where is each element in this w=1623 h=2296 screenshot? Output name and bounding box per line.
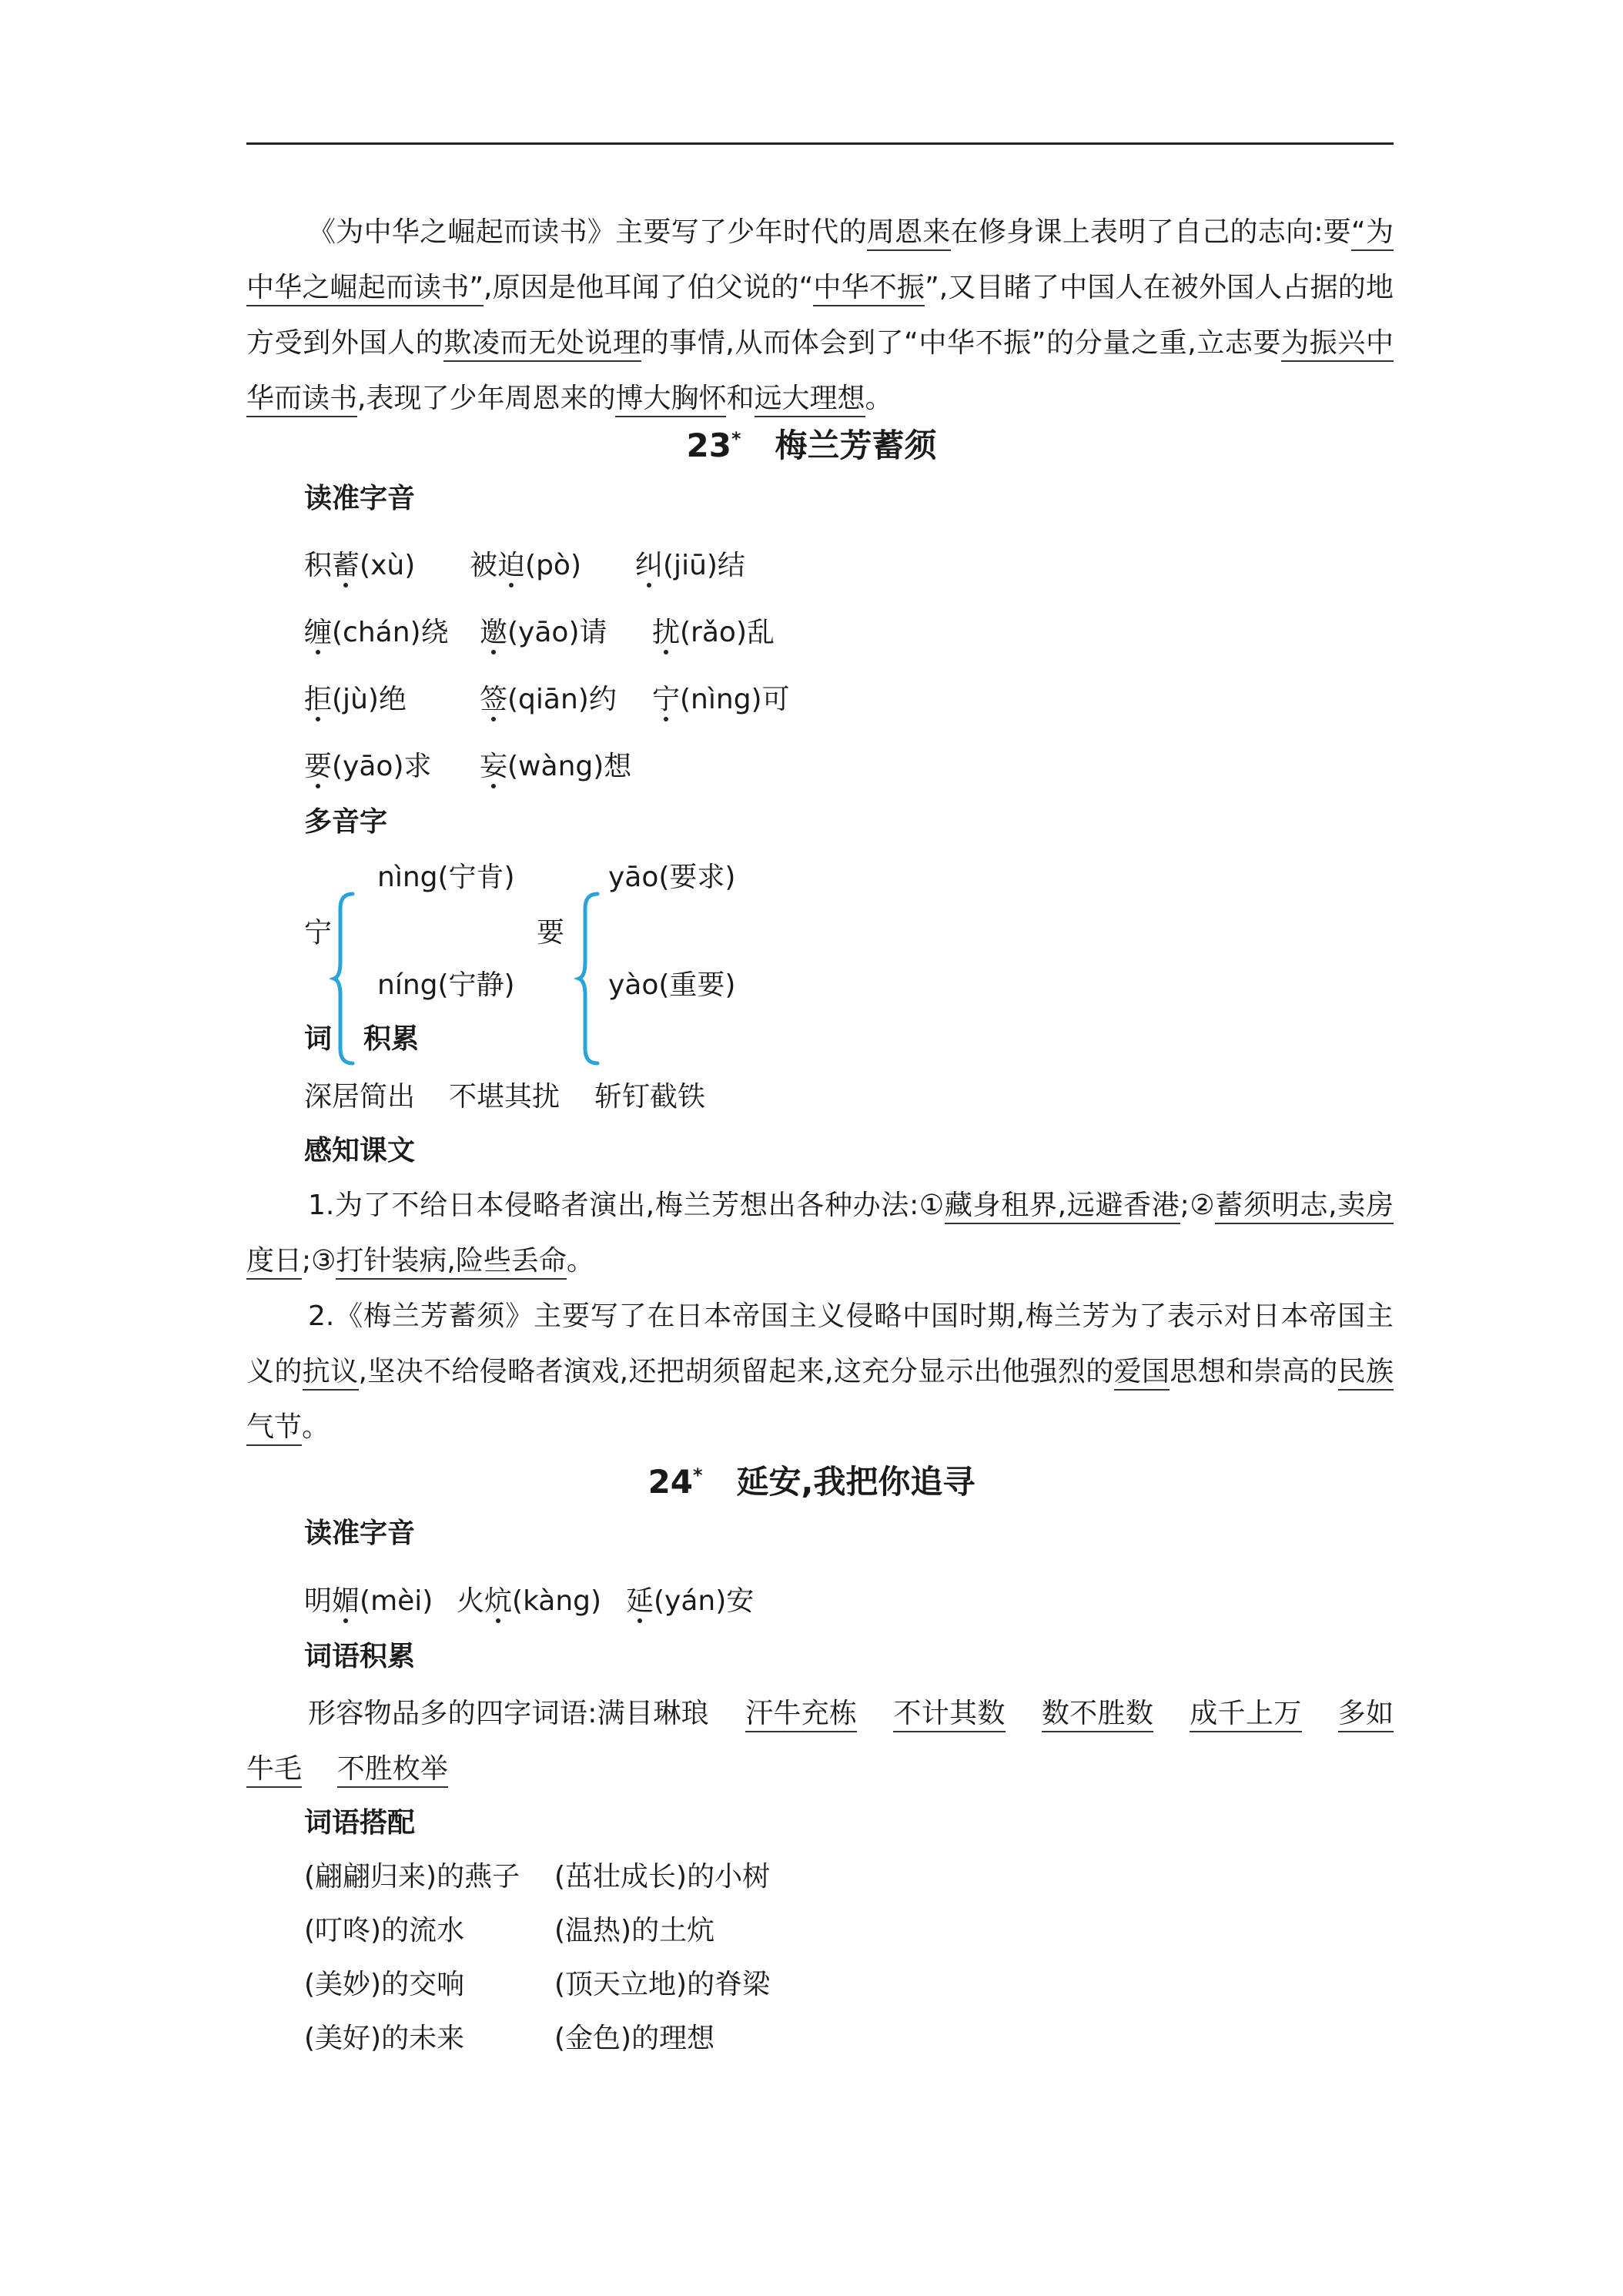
star-mark: *: [693, 1464, 703, 1486]
polyphonic-reading: níng(宁静): [377, 969, 515, 1001]
underlined-answer: 藏身租界,远避香港: [945, 1190, 1180, 1224]
underlined-answer: 成千上万: [1190, 1698, 1301, 1732]
lesson-24-title: [0, 1457, 1623, 1503]
collocation-item: (温热)的土炕: [554, 1915, 715, 1946]
pronunciation-item: 延(yán)安: [626, 1585, 755, 1617]
underlined-answer: 民族气节: [246, 1356, 1394, 1446]
section-heading-vocab: 词语积累: [304, 1641, 416, 1672]
section-heading-vocab-part: 词: [304, 1023, 333, 1055]
section-heading-vocab-part: 积累: [363, 1023, 420, 1055]
lesson-title-text: 延安,我把你追寻: [736, 1463, 975, 1501]
collocation-item: (叮咚)的流水: [304, 1915, 465, 1946]
underlined-answer: 抗议: [303, 1356, 359, 1391]
polyphonic-reading: nìng(宁肯): [377, 862, 515, 893]
text-span: 和: [726, 383, 755, 414]
pronunciation-item: 纠(jiū)结: [635, 550, 745, 581]
collocation-item: (美好)的未来: [304, 2023, 465, 2054]
collocation-item: (金色)的理想: [554, 2023, 715, 2054]
vocab-word: 不堪其扰: [449, 1081, 561, 1113]
section-heading-perception: 感知课文: [304, 1135, 416, 1166]
page-top-rule: [246, 142, 1394, 145]
pronunciation-item: 拒(jù)绝: [304, 684, 407, 715]
lesson-23-title: [0, 420, 1623, 467]
text-span: 《为中华之崛起而读书》主要写了少年时代的: [308, 216, 867, 248]
lesson-title-text: 梅兰芳蓄须: [775, 427, 937, 464]
underlined-answer: 多如牛毛: [246, 1698, 1394, 1788]
text-span: 。: [865, 383, 893, 414]
left-brace-icon: [333, 892, 356, 1066]
underlined-answer: 中华不振: [813, 272, 925, 306]
left-brace-icon: [577, 892, 601, 1066]
underlined-answer: 博大胸怀: [615, 383, 726, 417]
pronunciation-item: 积蓄(xù): [304, 550, 416, 581]
section-heading-polyphonic: 多音字: [304, 806, 388, 838]
vocab-paragraph: 形容物品多的四字词语:满目琳琅 汗牛充栋 不计其数 数不胜数 成千上万 多如牛毛 不胜枚举: [246, 1686, 1394, 1797]
perception-paragraph-2: 2.《梅兰芳蓄须》主要写了在日本帝国主义侵略中国时期,梅兰芳为了表示对日本帝国主义的抗议,坚决不给侵略者演戏,还把胡须留起来,这充分显示出他强烈的爱国思想和崇高的民族气节。: [246, 1289, 1394, 1455]
vocab-word: 深居简出: [304, 1081, 416, 1113]
perception-paragraph-1: 1.为了不给日本侵略者演出,梅兰芳想出各种办法:①藏身租界,远避香港;②蓄须明志,卖房度日;③打针装病,险些丢命。: [246, 1178, 1394, 1289]
pronunciation-item: 妄(wàng)想: [480, 751, 632, 782]
lesson-number: 24: [648, 1463, 694, 1501]
polyphonic-char: 宁: [304, 917, 333, 949]
text-span: 的事情,从而体会到了“中华不振”的分量之重,立志要: [641, 327, 1282, 359]
pronunciation-item: 签(qiān)约: [480, 684, 617, 715]
underlined-answer: 不胜枚举: [337, 1753, 448, 1788]
polyphonic-char: 要: [537, 917, 565, 949]
star-mark: *: [731, 428, 741, 450]
pronunciation-item: 火炕(kàng): [457, 1585, 602, 1617]
pronunciation-item: 宁(nìng)可: [652, 684, 790, 715]
text-span: 在修身课上表明了自己的志向:要: [950, 216, 1352, 248]
text-span: ”,又目睹了中国人在被外国人占据的地方受到外国人的: [246, 272, 1394, 359]
section-heading-collocation: 词语搭配: [304, 1807, 416, 1839]
vocab-word: 斩钉截铁: [594, 1081, 706, 1113]
underlined-answer: 蓄须明志,卖房度日: [246, 1190, 1394, 1280]
text-span: ,表现了少年周恩来的: [357, 383, 616, 414]
underlined-answer: 欺凌而无处说理: [443, 327, 641, 362]
underlined-answer: 远大理想: [755, 383, 865, 417]
intro-paragraph: [246, 205, 1394, 427]
pronunciation-item: 被迫(pò): [470, 550, 581, 581]
underlined-answer: 周恩来: [867, 216, 951, 251]
underlined-answer: 为振兴中华而读书: [246, 327, 1394, 417]
pronunciation-item: 明媚(mèi): [304, 1585, 433, 1617]
pronunciation-item: 扰(rǎo)乱: [652, 617, 775, 648]
lesson-number: 23: [686, 427, 731, 464]
underlined-answer: “为中华之崛起而读书”: [246, 216, 1394, 306]
section-heading-pronunciation: 读准字音: [304, 1518, 416, 1549]
text-span: ,原因是他耳闻了伯父说的“: [484, 272, 814, 303]
collocation-item: (美妙)的交响: [304, 1969, 465, 2000]
underlined-answer: 打针装病,险些丢命: [336, 1245, 566, 1280]
collocation-item: (顶天立地)的脊梁: [554, 1969, 771, 2000]
underlined-answer: 不计其数: [893, 1698, 1005, 1732]
polyphonic-reading: yào(重要): [608, 969, 736, 1001]
underlined-answer: 数不胜数: [1042, 1698, 1153, 1732]
collocation-item: (翩翩归来)的燕子: [304, 1861, 520, 1893]
polyphonic-reading: yāo(要求): [608, 862, 736, 893]
pronunciation-item: 要(yāo)求: [304, 751, 432, 782]
collocation-item: (茁壮成长)的小树: [554, 1861, 771, 1893]
underlined-answer: 爱国: [1114, 1356, 1170, 1391]
underlined-answer: 汗牛充栋: [745, 1698, 857, 1732]
pronunciation-item: 邀(yāo)请: [480, 617, 607, 648]
section-heading-pronunciation: 读准字音: [304, 483, 416, 514]
pronunciation-item: 缠(chán)绕: [304, 617, 449, 648]
